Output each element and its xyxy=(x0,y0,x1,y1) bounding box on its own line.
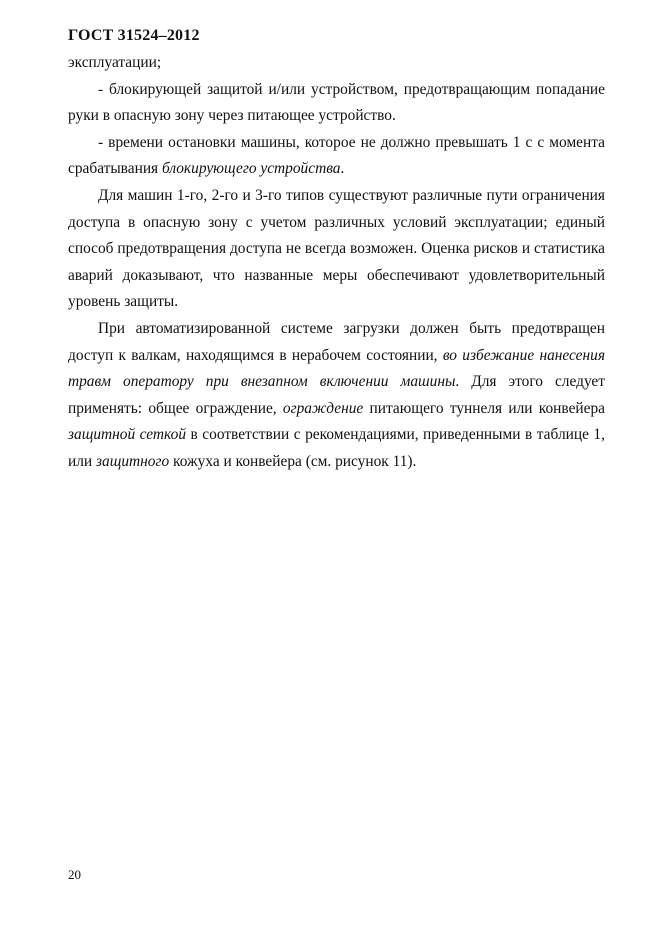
italic-term: во избежание нанесения травм оператору при внезапном включении машины xyxy=(68,346,605,391)
paragraph-access-restriction xyxy=(68,183,605,316)
paragraph-text: Для машин 1-го, 2-го и 3-го типов существуют различные пути ограничения доступа в опасную зону с учетом различных условий эксплуатации; единый способ предотвращения доступа не всегда возможен. Оценка рисков и статистика аварий доказывают, что названные меры обеспечивают удовлетворительный уровень защиты. xyxy=(68,186,605,311)
paragraph-continuation xyxy=(68,50,605,77)
italic-term: защитного xyxy=(96,452,170,470)
paragraph-text: питающего туннеля или конвейера xyxy=(363,399,606,417)
paragraph-text: . Для этого следует применять: общее ограждение, xyxy=(68,373,605,417)
paragraph-automated-loading xyxy=(68,316,605,476)
page-number: 20 xyxy=(68,867,81,882)
document-body xyxy=(68,50,605,476)
paragraph-text: - времени остановки машины, которое не должно превышать 1 с с момента срабатывания xyxy=(68,133,605,178)
paragraph-text: - блокирующей защитой и/или устройством, предотвращающим попадание руки в опасную зону через питающее устройство. xyxy=(68,80,605,125)
italic-term: блокирующего устройства xyxy=(161,160,341,178)
paragraph-stop-time xyxy=(68,130,605,183)
paragraph-text: При автоматизированной системе загрузки должен быть предотвращен доступ к валкам, находящимся в нерабочем состоянии, xyxy=(68,319,605,364)
document-header: ГОСТ 31524–2012 xyxy=(68,27,200,44)
paragraph-text: . xyxy=(340,160,345,178)
paragraph-text: кожуха и конвейера (см. рисунок 11). xyxy=(169,452,417,470)
paragraph-text: в соответствии с рекомендациями, приведенными в таблице 1, или xyxy=(68,426,605,470)
italic-term: защитной сеткой xyxy=(68,426,187,444)
italic-term: ограждение xyxy=(282,399,364,417)
paragraph-blocking-protection xyxy=(68,77,605,130)
paragraph-text: эксплуатации; xyxy=(68,54,162,71)
